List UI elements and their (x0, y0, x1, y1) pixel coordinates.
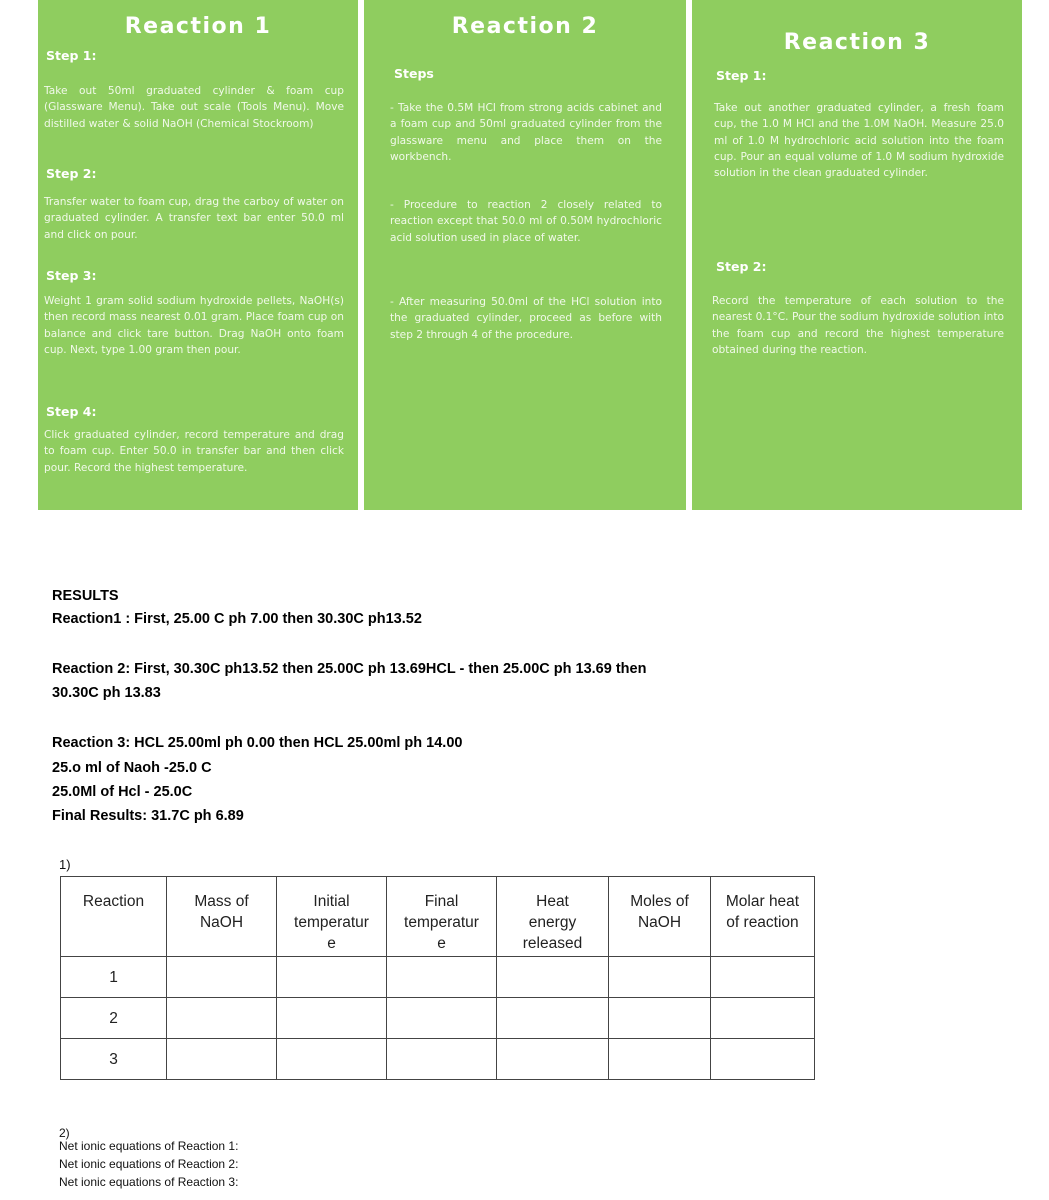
r2-steps-label: Steps (394, 66, 434, 81)
row-label: 1 (61, 957, 167, 998)
question-1-number: 1) (59, 857, 71, 872)
net-ionic-line-1: Net ionic equations of Reaction 1: (59, 1139, 239, 1153)
header-final-temperature: Final temperatur e (387, 877, 497, 957)
results-reaction-3-line-1: Reaction 3: HCL 25.00ml ph 0.00 then HCL 25.00ml ph 14.00 (52, 735, 463, 751)
header-reaction: Reaction (61, 877, 167, 957)
results-heading: RESULTS (52, 588, 119, 604)
r2-paragraph-3: - After measuring 50.0ml of the HCl solution into the graduated cylinder, proceed as before with step 2 through 4 of the procedure. (390, 296, 662, 341)
net-ionic-line-2: Net ionic equations of Reaction 2: (59, 1157, 239, 1171)
r1-step2-text: Transfer water to foam cup, drag the carboy of water on graduated cylinder. A transfer text bar enter 50.0 ml and click on pour. (44, 196, 344, 241)
reaction-2-title: Reaction 2 (451, 14, 599, 39)
reaction-3-panel (692, 0, 1022, 510)
results-reaction-3-line-2: 25.o ml of Naoh -25.0 C (52, 760, 212, 776)
results-final: Final Results: 31.7C ph 6.89 (52, 808, 244, 824)
r3-step1-label: Step 1: (716, 68, 767, 83)
results-reaction-1: Reaction1 : First, 25.00 C ph 7.00 then 30.30C ph13.52 (52, 611, 422, 627)
results-reaction-3-line-3: 25.0Ml of Hcl - 25.0C (52, 784, 193, 800)
r1-step3-label: Step 3: (46, 268, 97, 283)
results-reaction-2-line-2: 30.30C ph 13.83 (52, 685, 161, 701)
question-2-number: 2) (59, 1126, 70, 1140)
results-table (60, 876, 815, 1080)
r1-step2-label: Step 2: (46, 166, 97, 181)
r3-step2-label: Step 2: (716, 259, 767, 274)
header-mass-naoh: Mass of NaOH (167, 877, 277, 957)
table-header-row (61, 877, 815, 957)
r1-step4-label: Step 4: (46, 404, 97, 419)
reaction-1-panel (38, 0, 358, 510)
reaction-3-title: Reaction 3 (783, 30, 931, 55)
reaction-1-title: Reaction 1 (124, 14, 272, 39)
header-moles-naoh: Moles of NaOH (609, 877, 711, 957)
header-initial-temperature: Initial temperatur e (277, 877, 387, 957)
r1-step3-text: Weight 1 gram solid sodium hydroxide pellets, NaOH(s) then record mass nearest 0.01 gram. Place foam cup on balance and click tare button. Drag NaOH onto foam cup. Next, type 1.00 gram then pour. (44, 295, 344, 356)
row-label: 2 (61, 998, 167, 1039)
r1-step1-text: Take out 50ml graduated cylinder & foam cup (Glassware Menu). Take out scale (Tools Menu). Move distilled water & solid NaOH (Chemical Stockroom) (44, 85, 344, 130)
table-row (61, 998, 815, 1039)
r2-paragraph-1: - Take the 0.5M HCl from strong acids cabinet and a foam cup and 50ml graduated cylinder from the glassware menu and place them on the workbench. (390, 102, 662, 163)
header-molar-heat: Molar heat of reaction (711, 877, 815, 957)
row-label: 3 (61, 1039, 167, 1080)
table-row (61, 957, 815, 998)
r2-paragraph-2: - Procedure to reaction 2 closely related to reaction except that 50.0 ml of 0.50M hydrochloric acid solution used in place of water. (390, 199, 662, 244)
r3-step2-text: Record the temperature of each solution to the nearest 0.1°C. Pour the sodium hydroxide solution into the foam cup and record the highest temperature obtained during the reaction. (712, 295, 1004, 356)
reaction-2-panel (364, 0, 686, 510)
r3-step1-text: Take out another graduated cylinder, a fresh foam cup, the 1.0 M HCl and the 1.0M NaOH. Measure 25.0 ml of 1.0 M hydrochloric acid solution into the foam cup. Pour an equal volume of 1.0 M sodium hydroxide solution in the clean graduated cylinder. (714, 102, 1004, 180)
results-reaction-2-line-1: Reaction 2: First, 30.30C ph13.52 then 25.00C ph 13.69HCL - then 25.00C ph 13.69 then (52, 661, 647, 677)
table-row (61, 1039, 815, 1080)
r1-step4-text: Click graduated cylinder, record temperature and drag to foam cup. Enter 50.0 in transfer bar and then click pour. Record the highest temperature. (44, 429, 344, 474)
r1-step1-label: Step 1: (46, 48, 97, 63)
net-ionic-line-3: Net ionic equations of Reaction 3: (59, 1175, 239, 1189)
header-heat-energy: Heat energy released (497, 877, 609, 957)
